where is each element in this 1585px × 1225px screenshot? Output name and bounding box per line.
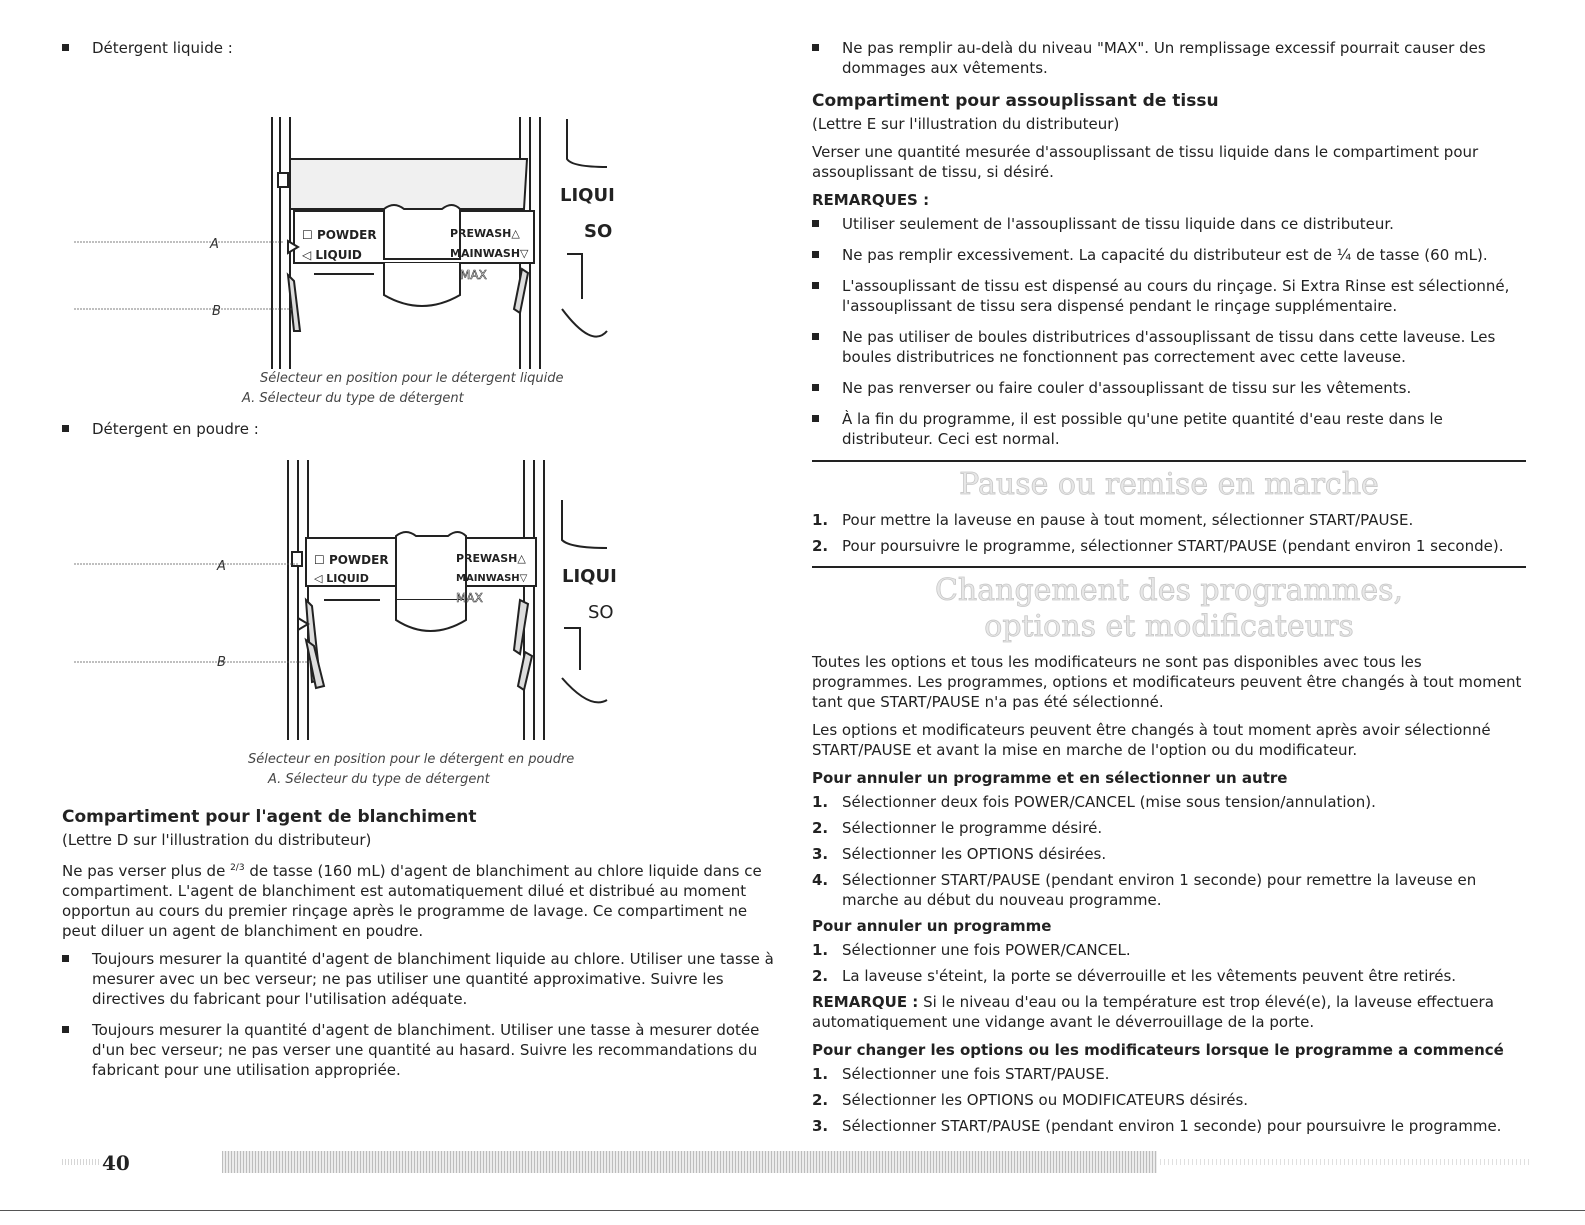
callout-a: A: [217, 559, 226, 574]
label-mainwash: MAINWASH▽: [456, 573, 528, 584]
label-prewash: PREWASH△: [456, 552, 526, 565]
label-powder: ☐ POWDER: [314, 553, 389, 567]
change-paragraph: Les options et modificateurs peuvent être changés à tout moment après avoir sélectionné START/PAUSE et avant la mise en marche de l'option ou du modificateur.: [812, 721, 1491, 759]
callout-a: A: [210, 237, 219, 252]
side-label-so: SO: [584, 221, 613, 242]
section-divider: [812, 566, 1526, 568]
label-max: MAX: [456, 591, 483, 605]
callout-b: B: [217, 655, 226, 670]
right-column: [812, 38, 1526, 1142]
change-options-step: 2. Sélectionner les OPTIONS ou MODIFICATEURS désirés.: [812, 1091, 1249, 1109]
label-powder: ☐ POWDER: [302, 228, 377, 242]
label-mainwash: MAINWASH▽: [450, 247, 529, 260]
label-max: MAX: [460, 268, 487, 282]
remarque-note: REMARQUE : Si le niveau d'eau ou la température est trop élevé(e), la laveuse effectuera automatiquement une vidange avant le déverrouillage de la porte.: [812, 993, 1494, 1031]
figure-liquid-selector: [62, 69, 777, 369]
figure-powder-selector: [62, 450, 777, 750]
label-liquid: ◁ LIQUID: [302, 248, 362, 262]
bleach-subtitle: (Lettre D sur l'illustration du distributeur): [62, 831, 372, 849]
left-column: [62, 38, 777, 1091]
cancel-heading: Pour annuler un programme: [812, 917, 1052, 935]
max-fill-bullet: Ne pas remplir au-delà du niveau "MAX". Un remplissage excessif pourrait causer des dommages aux vêtements.: [812, 38, 1526, 78]
side-label-liqui: LIQUI: [560, 185, 615, 206]
change-options-step: 1. Sélectionner une fois START/PAUSE.: [812, 1065, 1110, 1083]
softener-paragraph: Verser une quantité mesurée d'assouplissant de tissu liquide dans le compartiment pour assouplissant de tissu, si désiré.: [812, 143, 1479, 181]
dispenser-illustration-powder: [62, 450, 777, 750]
side-label-so: SO: [588, 602, 614, 623]
footer-decoration: [62, 1159, 100, 1165]
change-section-title-line2: options et modificateurs: [984, 609, 1354, 644]
remarque-item: L'assouplissant de tissu est dispensé au cours du rinçage. Si Extra Rinse est sélectionné, l'assouplissant de tissu sera dispensé pendant le rinçage supplémentaire.: [812, 276, 1526, 316]
footer-pattern-bar: [222, 1151, 1157, 1173]
figure-caption: Sélecteur en position pour le détergent en poudre: [248, 752, 575, 767]
label-liquid: ◁ LIQUID: [314, 572, 369, 585]
dispenser-illustration-liquid: [62, 69, 777, 369]
page-number: 40: [102, 1151, 130, 1175]
change-options-heading: Pour changer les options ou les modificateurs lorsque le programme a commencé: [812, 1041, 1504, 1059]
bleach-bullet: Toujours mesurer la quantité d'agent de blanchiment. Utiliser une tasse à mesurer dotée d'un bec verseur; ne pas verser une quantité au hasard. Suivre les recommandations du fabricant pour une utilisation appropriée.: [62, 1020, 777, 1080]
cancel-select-step: 4. Sélectionner START/PAUSE (pendant environ 1 seconde) pour remettre la laveuse en marche au début du nouveau programme.: [812, 871, 1477, 909]
pause-section-title: Pause ou remise en marche: [959, 467, 1379, 502]
remarque-item: Ne pas remplir excessivement. La capacité du distributeur est de ¼ de tasse (60 mL).: [812, 245, 1526, 265]
side-label-liqui: LIQUI: [562, 566, 617, 587]
remarques-heading: REMARQUES :: [812, 191, 930, 209]
cancel-select-step: 2. Sélectionner le programme désiré.: [812, 819, 1103, 837]
pause-step: 2. Pour poursuivre le programme, sélectionner START/PAUSE (pendant environ 1 seconde).: [812, 537, 1504, 555]
softener-subtitle: (Lettre E sur l'illustration du distributeur): [812, 115, 1120, 133]
footer-decoration: [1160, 1159, 1530, 1165]
change-paragraph: Toutes les options et tous les modificateurs ne sont pas disponibles avec tous les programmes. Les programmes, options et modificateurs peuvent être changés à tout moment tant que START/PAUSE n'a pas été sélectionné.: [812, 653, 1522, 711]
cancel-select-step: 1. Sélectionner deux fois POWER/CANCEL (mise sous tension/annulation).: [812, 793, 1376, 811]
figure-caption-a: A. Sélecteur du type de détergent: [242, 391, 464, 406]
page-footer: [62, 1145, 1472, 1181]
bleach-heading: Compartiment pour l'agent de blanchiment: [62, 807, 477, 827]
change-options-step: 3. Sélectionner START/PAUSE (pendant environ 1 seconde) pour poursuivre le programme.: [812, 1117, 1502, 1135]
page-bottom-rule: [0, 1210, 1585, 1211]
figure-caption-a: A. Sélecteur du type de détergent: [268, 772, 490, 787]
remarque-item: Ne pas renverser ou faire couler d'assouplissant de tissu sur les vêtements.: [812, 378, 1526, 398]
label-prewash: PREWASH△: [450, 227, 520, 240]
remarque-item: Utiliser seulement de l'assouplissant de tissu liquide dans ce distributeur.: [812, 214, 1526, 234]
callout-b: B: [212, 304, 221, 319]
section-divider: [812, 460, 1526, 462]
cancel-step: 2. La laveuse s'éteint, la porte se déverrouille et les vêtements peuvent être retirés.: [812, 967, 1457, 985]
remarque-item: Ne pas utiliser de boules distributrices d'assouplissant de tissu dans cette laveuse. Les boules distributrices ne fonctionnent pas correctement avec cette laveuse.: [812, 327, 1526, 367]
remarque-item: À la fin du programme, il est possible qu'une petite quantité d'eau reste dans le distributeur. Ceci est normal.: [812, 409, 1526, 449]
cancel-step: 1. Sélectionner une fois POWER/CANCEL.: [812, 941, 1131, 959]
figure-caption: Sélecteur en position pour le détergent liquide: [260, 371, 564, 386]
pause-step: 1. Pour mettre la laveuse en pause à tout moment, sélectionner START/PAUSE.: [812, 511, 1414, 529]
cancel-select-step: 3. Sélectionner les OPTIONS désirées.: [812, 845, 1107, 863]
softener-heading: Compartiment pour assouplissant de tissu: [812, 91, 1219, 111]
cancel-select-heading: Pour annuler un programme et en sélectionner un autre: [812, 769, 1288, 787]
bullet-powder-detergent: Détergent en poudre :: [62, 419, 777, 439]
bleach-paragraph: Ne pas verser plus de $^{2/3}$ de tasse (160 mL) d'agent de blanchiment au chlore liquide dans ce compartiment. L'agent de blanchiment est automatiquement dilué et distribué au moment opportun au cours du premier rinçage après le programme de lavage. Ce compartiment ne peut diluer un agent de blanchiment en poudre.: [62, 862, 762, 940]
bleach-bullet: Toujours mesurer la quantité d'agent de blanchiment liquide au chlore. Utiliser une tasse à mesurer avec un bec verseur; ne pas utiliser une quantité approximative. Suivre les directives du fabricant pour l'utilisation adéquate.: [62, 949, 777, 1009]
bullet-liquid-detergent: Détergent liquide :: [62, 38, 777, 58]
change-section-title-line1: Changement des programmes,: [934, 573, 1404, 608]
